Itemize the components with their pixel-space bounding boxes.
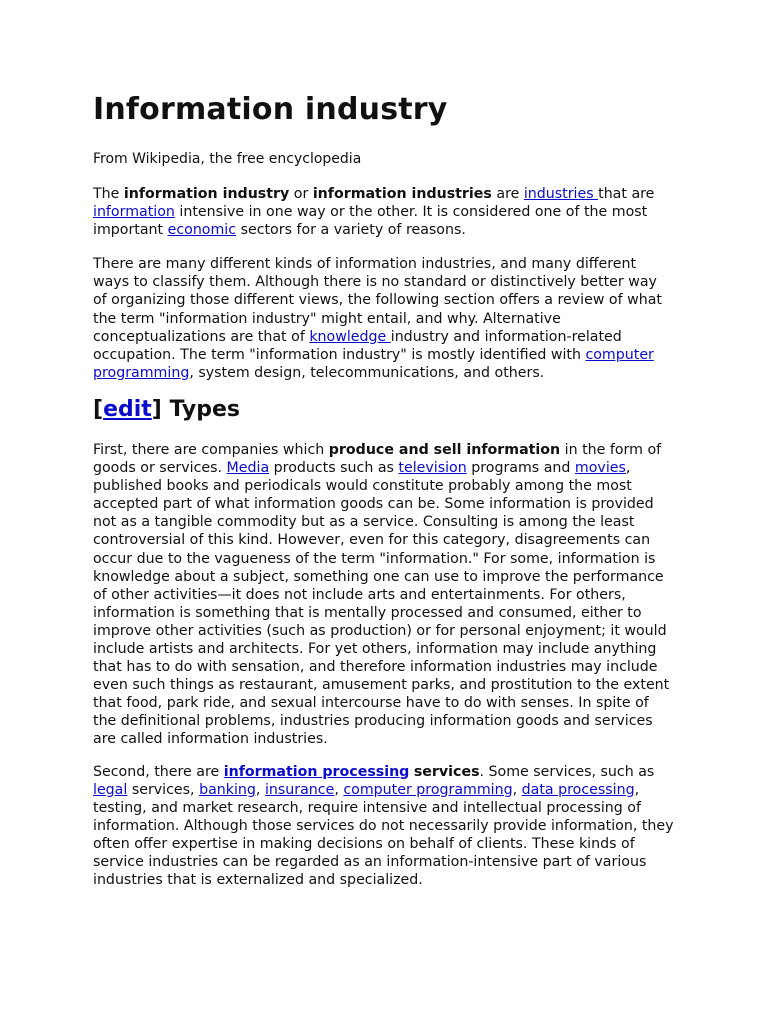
text: The	[93, 186, 124, 202]
text: industry and information-related occupation. The term "information industry" is mostly identified with	[93, 328, 622, 363]
edit-link[interactable]: edit	[103, 396, 152, 422]
bracket: ]	[151, 396, 162, 422]
link-media[interactable]: Media	[226, 460, 270, 477]
link-economic[interactable]: economic	[167, 222, 237, 239]
page-subtitle: From Wikipedia, the free encyclopedia	[93, 151, 362, 167]
text: , published books and periodicals would constitute probably among the most accepted part of what information goods can be. Some information is provided not as a tangible commodity but as a service. Consulting is among the least controversial of this kind. However, even for this category, disagreements can occur due to the vagueness of the term "information." For some, information is knowledge about a subject, something one can use to improve the performance of other activities—it does not include arts and entertainments. For others, information is something that is mentally processed and consumed, either to improve other activities (such as production) or for personal enjoyment; it would include artists and architects. For yet others, information may include anything that has to do with sensation, and therefore information industries may include even such things as restaurant, amusement parks, and prostitution to the extent that food, park ride, and sexual intercourse have to do with senses. In spite of the definitional problems, industries producing information goods and services are called information industries.	[93, 460, 670, 748]
link-banking[interactable]: banking	[199, 781, 256, 798]
text: Second, there are	[93, 763, 224, 780]
bold-term: information industry	[123, 186, 290, 202]
text: intensive in one way or the other. It is considered one of the most important	[93, 204, 648, 239]
bold-term: produce and sell information	[328, 441, 561, 458]
link-knowledge[interactable]: knowledge	[309, 328, 391, 345]
text: that are	[598, 186, 655, 202]
text: , testing, and market research, require intensive and intellectual processing of information. Although those services do not necessarily provide information, they often offer expertise in making decisions on behalf of clients. These kinds of service industries can be regarded as an information-intensive part of various industries that is externalized and specialized.	[93, 781, 674, 889]
link-information-processing[interactable]: information processing	[223, 763, 410, 780]
text: ,	[255, 781, 265, 798]
text: or	[289, 186, 313, 202]
section-title: Types	[161, 396, 241, 422]
text: ,	[512, 781, 522, 798]
types-paragraph-1	[93, 441, 675, 749]
text: programs and	[466, 460, 575, 477]
text: , system design, telecommunications, and others.	[189, 364, 545, 381]
link-computer-programming[interactable]: computer programming	[93, 346, 654, 381]
bracket: [	[93, 396, 104, 422]
types-paragraph-2	[93, 763, 675, 890]
link-computer-programming[interactable]: computer programming	[343, 781, 513, 798]
article	[93, 92, 675, 889]
link-data-processing[interactable]: data processing	[521, 781, 635, 798]
link-industries[interactable]: industries	[523, 186, 599, 202]
bold-term: services	[413, 763, 480, 780]
link-insurance[interactable]: insurance	[264, 781, 335, 798]
text: There are many different kinds of information industries, and many different ways to classify them. Although there is no standard or distinctively better way of organizing those different views, the following section offers a review of what the term "information industry" might entail, and why. Alternative conceptualizations are that of	[93, 256, 662, 345]
link-information[interactable]: information	[93, 204, 175, 221]
overview-paragraph	[93, 255, 675, 382]
bold-term: information industries	[312, 186, 492, 202]
text: sectors for a variety of reasons.	[236, 222, 466, 239]
page-title: Information industry	[93, 92, 448, 127]
link-television[interactable]: television	[398, 460, 467, 477]
link-movies[interactable]: movies	[574, 460, 626, 477]
link-legal[interactable]: legal	[93, 781, 128, 798]
text: . Some services, such as	[479, 763, 655, 780]
text: are	[491, 186, 524, 202]
intro-paragraph	[93, 185, 675, 239]
text: ,	[334, 781, 344, 798]
text: services,	[127, 781, 200, 798]
text: in the form of goods or services.	[93, 441, 662, 477]
text: First, there are companies which	[93, 441, 329, 458]
section-heading-types	[93, 396, 675, 424]
text: products such as	[269, 460, 399, 477]
